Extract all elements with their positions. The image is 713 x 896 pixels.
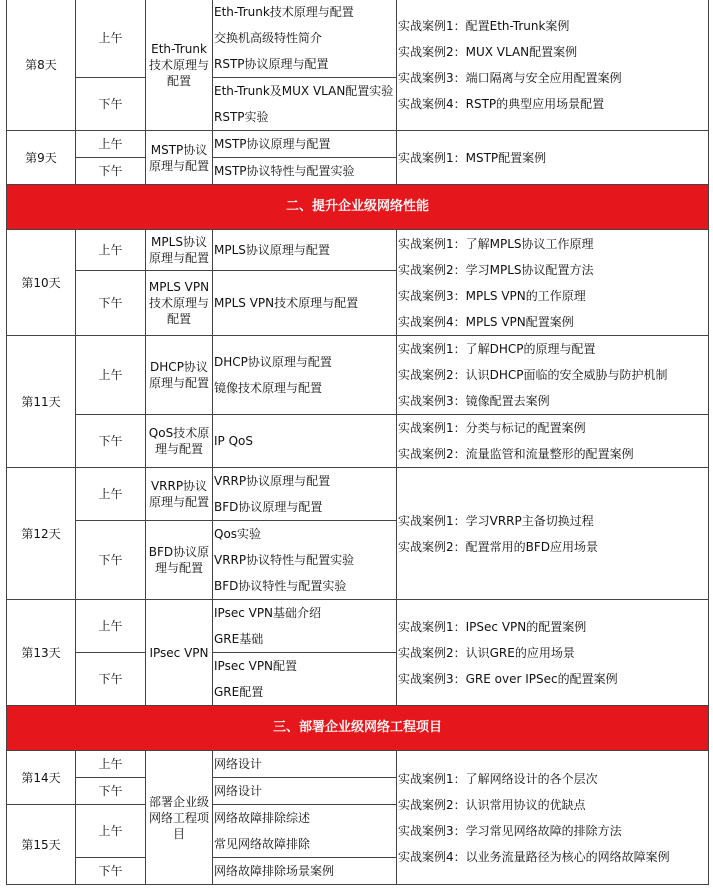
topic-item: 镜像技术原理与配置 bbox=[214, 381, 323, 395]
case-item: 实战案例2：MUX VLAN配置案例 bbox=[398, 44, 578, 59]
case-item: 实战案例1：MSTP配置案例 bbox=[397, 131, 709, 185]
case-item: 实战案例1：配置Eth-Trunk案例 bbox=[398, 18, 570, 33]
section-title: 二、提升企业级网络性能 bbox=[7, 185, 709, 230]
case-item: 实战案例1：分类与标记的配置案例 bbox=[398, 421, 586, 435]
topic-item: 交换机高级特性简介 bbox=[214, 31, 323, 45]
topic-item: 网络故障排除综述 bbox=[214, 811, 311, 825]
case-item: 实战案例4：RSTP的典型应用场景配置 bbox=[398, 96, 605, 111]
cases-cell bbox=[397, 0, 709, 131]
module-name: MPLS VPN技术原理与配置 bbox=[146, 271, 213, 336]
case-item: 实战案例3：镜像配置去案例 bbox=[398, 394, 550, 408]
topic-item: GRE基础 bbox=[214, 632, 264, 646]
module-name: Eth-Trunk技术原理与配置 bbox=[146, 0, 213, 131]
course-schedule-table bbox=[6, 0, 709, 885]
cases-cell bbox=[397, 751, 709, 885]
topic-item: IP QoS bbox=[213, 415, 397, 468]
session-am: 上午 bbox=[76, 336, 146, 415]
topics-cell bbox=[213, 78, 397, 131]
case-item: 实战案例1：了解DHCP的原理与配置 bbox=[398, 342, 596, 356]
case-item: 实战案例4：MPLS VPN配置案例 bbox=[398, 314, 574, 329]
session-pm: 下午 bbox=[76, 158, 146, 185]
table-row bbox=[7, 600, 709, 653]
topic-item: MSTP协议特性与配置实验 bbox=[213, 158, 397, 185]
cases-cell bbox=[397, 230, 709, 336]
topic-item: 网络设计 bbox=[213, 751, 397, 778]
topic-item: RSTP实验 bbox=[214, 110, 269, 124]
module-name: VRRP协议原理与配置 bbox=[146, 468, 213, 521]
session-am: 上午 bbox=[76, 600, 146, 653]
topic-item: RSTP协议原理与配置 bbox=[214, 57, 329, 71]
session-pm: 下午 bbox=[76, 271, 146, 336]
topic-item: VRRP协议原理与配置 bbox=[214, 474, 331, 488]
case-item: 实战案例1：学习VRRP主备切换过程 bbox=[398, 513, 594, 528]
topic-item: Qos实验 bbox=[214, 527, 262, 541]
topic-item: MPLS协议原理与配置 bbox=[213, 230, 397, 271]
module-name: DHCP协议原理与配置 bbox=[146, 336, 213, 415]
table-row bbox=[7, 751, 709, 778]
case-item: 实战案例2：流量监管和流量整形的配置案例 bbox=[398, 447, 634, 461]
case-item: 实战案例1：IPSec VPN的配置案例 bbox=[398, 619, 587, 634]
session-am: 上午 bbox=[76, 468, 146, 521]
case-item: 实战案例2：认识常用协议的优缺点 bbox=[398, 797, 586, 812]
topics-cell bbox=[213, 521, 397, 600]
module-name: QoS技术原理与配置 bbox=[146, 415, 213, 468]
module-name: MPLS协议原理与配置 bbox=[146, 230, 213, 271]
day-label: 第10天 bbox=[7, 230, 76, 336]
topic-item: 网络故障排除场景案例 bbox=[213, 858, 397, 885]
day-label: 第15天 bbox=[7, 805, 76, 885]
topic-item: 常见网络故障排除 bbox=[214, 837, 311, 851]
module-name: 部署企业级网络工程项目 bbox=[146, 751, 213, 885]
table-row bbox=[7, 415, 709, 468]
cases-cell bbox=[397, 415, 709, 468]
day-label: 第13天 bbox=[7, 600, 76, 706]
session-am: 上午 bbox=[76, 751, 146, 778]
case-item: 实战案例4：以业务流量路径为核心的网络故障案例 bbox=[398, 849, 670, 864]
topic-item: GRE配置 bbox=[214, 685, 264, 699]
topic-item: IPsec VPN基础介绍 bbox=[214, 606, 322, 620]
table-row bbox=[7, 0, 709, 78]
day-label: 第11天 bbox=[7, 336, 76, 468]
topic-item: 网络设计 bbox=[213, 778, 397, 805]
table-row bbox=[7, 336, 709, 415]
case-item: 实战案例2：学习MPLS协议配置方法 bbox=[398, 262, 594, 277]
case-item: 实战案例3：GRE over IPSec的配置案例 bbox=[398, 671, 618, 686]
topics-cell bbox=[213, 600, 397, 653]
topic-item: VRRP协议特性与配置实验 bbox=[214, 553, 355, 567]
module-name: BFD协议原理与配置 bbox=[146, 521, 213, 600]
day-label: 第12天 bbox=[7, 468, 76, 600]
topic-item: MPLS VPN技术原理与配置 bbox=[213, 271, 397, 336]
session-pm: 下午 bbox=[76, 415, 146, 468]
cases-cell bbox=[397, 336, 709, 415]
session-am: 上午 bbox=[76, 131, 146, 158]
case-item: 实战案例2：认识DHCP面临的安全威胁与防护机制 bbox=[398, 368, 668, 382]
topic-item: Eth-Trunk技术原理与配置 bbox=[214, 5, 354, 19]
case-item: 实战案例2：认识GRE的应用场景 bbox=[398, 645, 575, 660]
topics-cell bbox=[213, 0, 397, 78]
table-row bbox=[7, 230, 709, 271]
topic-item: Eth-Trunk及MUX VLAN配置实验 bbox=[214, 84, 394, 98]
day-label: 第9天 bbox=[7, 131, 76, 185]
cases-cell bbox=[397, 468, 709, 600]
session-pm: 下午 bbox=[76, 653, 146, 706]
topics-cell bbox=[213, 336, 397, 415]
cases-cell bbox=[397, 600, 709, 706]
day-label: 第8天 bbox=[7, 0, 76, 131]
session-pm: 下午 bbox=[76, 78, 146, 131]
topic-item: MSTP协议原理与配置 bbox=[213, 131, 397, 158]
module-name: MSTP协议原理与配置 bbox=[146, 131, 213, 185]
module-name: IPsec VPN bbox=[146, 600, 213, 706]
case-item: 实战案例2：配置常用的BFD应用场景 bbox=[398, 539, 599, 554]
session-am: 上午 bbox=[76, 0, 146, 78]
case-item: 实战案例3：端口隔离与安全应用配置案例 bbox=[398, 70, 622, 85]
section-header-row bbox=[7, 185, 709, 230]
table-row bbox=[7, 131, 709, 158]
topics-cell bbox=[213, 468, 397, 521]
section-header-row bbox=[7, 706, 709, 751]
session-pm: 下午 bbox=[76, 858, 146, 885]
topic-item: IPsec VPN配置 bbox=[214, 659, 298, 673]
topic-item: BFD协议原理与配置 bbox=[214, 500, 323, 514]
topics-cell bbox=[213, 805, 397, 858]
table-row bbox=[7, 468, 709, 521]
topic-item: BFD协议特性与配置实验 bbox=[214, 579, 347, 593]
session-pm: 下午 bbox=[76, 521, 146, 600]
topics-cell bbox=[213, 653, 397, 706]
section-title: 三、部署企业级网络工程项目 bbox=[7, 706, 709, 751]
topic-item: DHCP协议原理与配置 bbox=[214, 355, 332, 369]
case-item: 实战案例1：了解网络设计的各个层次 bbox=[398, 771, 598, 786]
session-am: 上午 bbox=[76, 805, 146, 858]
session-pm: 下午 bbox=[76, 778, 146, 805]
session-am: 上午 bbox=[76, 230, 146, 271]
day-label: 第14天 bbox=[7, 751, 76, 805]
case-item: 实战案例3：学习常见网络故障的排除方法 bbox=[398, 823, 622, 838]
case-item: 实战案例1：了解MPLS协议工作原理 bbox=[398, 236, 594, 251]
case-item: 实战案例3：MPLS VPN的工作原理 bbox=[398, 288, 586, 303]
